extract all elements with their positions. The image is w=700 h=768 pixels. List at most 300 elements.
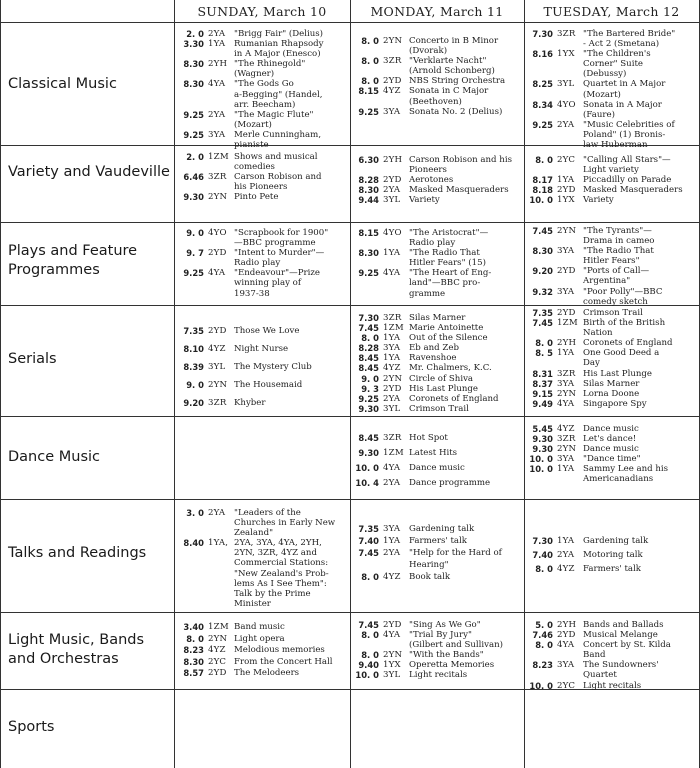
program-entry	[180, 59, 348, 79]
program-time: 8.30	[358, 185, 379, 196]
program-station: 2YD	[383, 620, 402, 630]
grid-line	[0, 222, 700, 223]
program-time: 9. 7	[186, 248, 204, 259]
program-station: 1YA	[383, 333, 401, 344]
program-station: 2YH	[208, 59, 228, 70]
program-time: 9.30	[183, 192, 204, 203]
program-title: Sammy Lee and his Americanadians	[583, 464, 669, 485]
program-entry	[355, 630, 522, 650]
schedule-cell	[355, 228, 522, 299]
program-title: "Brigg Fair" (Delius)	[234, 29, 324, 39]
program-station: 3YL	[383, 403, 401, 414]
program-time: 9. 0	[186, 228, 204, 238]
program-title: "Verklarte Nacht" (Arnold Schonberg)	[409, 56, 495, 77]
program-title: Piccadilly on Parade	[583, 175, 672, 186]
program-station: 2YN	[208, 633, 228, 644]
program-time: 6.30	[358, 155, 379, 165]
program-entry	[355, 446, 522, 461]
program-title: "Ports of Call— Argentina"	[583, 266, 650, 287]
program-station: 1YA	[557, 464, 575, 475]
program-station: 1ZM	[383, 323, 404, 334]
program-entry	[529, 226, 697, 246]
program-title: "The Magic Flute" (Mozart)	[234, 109, 314, 130]
program-entry	[180, 322, 348, 340]
program-title: Merle Cunningham, pianiste	[234, 129, 322, 151]
program-entry	[529, 49, 697, 79]
program-time: 10. 0	[355, 670, 379, 681]
program-title: Gardening talk	[409, 524, 475, 534]
program-station: 3ZR	[208, 398, 227, 408]
program-title: "Leaders of the Churches in Early New Zealand"	[234, 508, 336, 539]
schedule-cell	[355, 36, 522, 117]
program-time: 8.15	[358, 228, 379, 238]
program-station: 2YD	[208, 668, 227, 678]
program-time: 7.45	[358, 620, 379, 630]
category-label: Variety and Vaudeville	[8, 164, 170, 180]
schedule-cell	[529, 29, 697, 150]
program-station: 4YO	[557, 99, 576, 110]
program-time: 2. 0	[186, 29, 204, 39]
program-entry	[355, 461, 522, 476]
program-entry	[180, 39, 348, 59]
program-station: 2YA	[557, 550, 575, 560]
program-time: 2. 0	[186, 152, 204, 162]
program-entry	[355, 571, 522, 583]
program-title: Band music	[234, 622, 285, 632]
program-title: Operetta Memories	[409, 660, 495, 671]
program-time: 7.45	[358, 548, 379, 558]
program-entry	[355, 476, 522, 491]
program-title: "The Radio That Hitler Fears" (15)	[409, 248, 486, 269]
program-entry	[529, 464, 697, 484]
program-station: 4YZ	[383, 572, 401, 582]
program-entry	[529, 175, 697, 185]
program-station: 2YN	[383, 373, 403, 384]
program-entry	[180, 645, 348, 657]
program-title: The Melodeers	[234, 668, 300, 678]
program-time: 8. 5	[535, 348, 553, 359]
program-entry	[529, 454, 697, 464]
program-entry	[529, 434, 697, 444]
grid-line	[524, 0, 525, 768]
program-title: "Intent to Murder"— Radio play	[234, 248, 325, 269]
program-time: 8.34	[532, 99, 553, 110]
program-time: 8.45	[358, 353, 379, 364]
program-title: Mr. Chalmers, K.C.	[409, 363, 492, 374]
program-time: 9.30	[358, 448, 379, 458]
program-time: 8. 0	[535, 155, 553, 165]
program-title: Circle of Shiva	[409, 373, 474, 384]
program-entry	[180, 376, 348, 394]
program-title: Singapore Spy	[583, 398, 647, 409]
program-entry	[180, 152, 348, 172]
program-entry	[529, 29, 697, 49]
program-title: Bands and Ballads	[583, 620, 664, 630]
program-station: 3ZR	[557, 434, 576, 445]
schedule-cell	[529, 155, 697, 205]
program-entry	[355, 185, 522, 195]
category-label: Classical Music	[8, 76, 117, 92]
program-time: 7.35	[532, 308, 553, 318]
program-entry	[355, 363, 522, 373]
program-station: 4YA	[557, 398, 575, 409]
program-station: 4YA	[383, 268, 401, 279]
program-time: 9.44	[358, 195, 379, 206]
program-station: 2YD	[557, 266, 576, 277]
program-time: 8.25	[532, 79, 553, 90]
program-title: Farmers' talk	[409, 536, 467, 546]
program-title: Concerto in B Minor (Dvorak)	[409, 36, 499, 57]
program-entry	[355, 333, 522, 343]
program-title: "Trial By Jury" (Gilbert and Sullivan)	[409, 630, 504, 651]
program-time: 8.30	[183, 79, 204, 90]
program-entry	[529, 444, 697, 454]
program-station: 2YH	[557, 620, 577, 630]
program-title: "Scrapbook for 1900" —BBC programme	[234, 228, 329, 249]
program-title: "The Rhinegold" (Wagner)	[234, 59, 306, 80]
program-station: 3YA	[557, 286, 575, 297]
program-entry	[180, 172, 348, 192]
day-header-tuesday: TUESDAY, March 12	[543, 4, 680, 19]
program-station: 1YA	[557, 348, 575, 359]
program-entry	[180, 110, 348, 130]
program-title: Out of the Silence	[409, 333, 488, 344]
program-entry	[180, 268, 348, 298]
program-station: 4YZ	[557, 424, 575, 434]
program-time: 8. 0	[535, 338, 553, 349]
schedule-cell	[529, 620, 697, 691]
program-entry	[180, 657, 348, 669]
program-entry	[180, 508, 348, 538]
program-title: "The Heart of Eng- land"—BBC pro- gramme	[409, 268, 492, 299]
program-station: 3YA	[383, 106, 401, 117]
schedule-cell	[529, 226, 697, 307]
program-time: 9.49	[532, 398, 553, 409]
program-time: 9. 3	[361, 383, 379, 394]
program-entry	[529, 195, 697, 205]
program-entry	[180, 668, 348, 680]
program-time: 8.18	[532, 185, 553, 196]
program-time: 9.25	[358, 268, 379, 279]
program-station: 3ZR	[383, 313, 402, 323]
program-time: 7.35	[358, 524, 379, 534]
program-entry	[529, 79, 697, 99]
program-title: "With the Bands"	[409, 650, 484, 661]
program-station: 3YL	[557, 79, 575, 90]
program-station: 4YZ	[208, 645, 226, 655]
program-station: 2YN	[557, 444, 577, 455]
program-time: 9.40	[358, 660, 379, 671]
program-time: 9.20	[183, 398, 204, 408]
program-station: 1YA	[208, 39, 226, 50]
program-time: 8. 0	[361, 36, 379, 46]
schedule-cell	[180, 152, 348, 202]
program-title: Dance music	[583, 444, 639, 455]
program-title: Masked Masqueraders	[409, 185, 509, 196]
program-station: 2YN	[208, 380, 228, 390]
program-time: 3. 0	[186, 508, 204, 518]
program-entry	[355, 431, 522, 446]
program-time: 8. 0	[361, 572, 379, 582]
program-title: Lorna Doone	[583, 388, 640, 399]
program-title: From the Concert Hall	[234, 656, 333, 667]
category-label: Serials	[8, 351, 57, 367]
program-station: 3YA	[208, 129, 226, 140]
program-entry	[529, 640, 697, 660]
program-station: 4YZ	[383, 86, 401, 97]
program-station: 4YA	[383, 463, 401, 473]
program-title: The Mystery Club	[234, 362, 312, 372]
program-title: Latest Hits	[409, 448, 458, 458]
program-station: 2YD	[383, 383, 402, 394]
program-entry	[529, 379, 697, 389]
program-station: 2YC	[208, 656, 227, 667]
program-entry	[180, 228, 348, 248]
program-time: 9.25	[532, 119, 553, 130]
program-title: Light recitals	[409, 670, 468, 681]
schedule-cell	[180, 29, 348, 150]
program-title: Book talk	[409, 572, 451, 582]
program-time: 8.28	[358, 175, 379, 186]
program-station: 3YA	[557, 454, 575, 465]
program-station: 1YA	[557, 536, 575, 546]
program-time: 9.25	[183, 129, 204, 140]
program-station: 4YO	[383, 228, 402, 238]
program-time: 8.15	[358, 86, 379, 97]
program-title: Those We Love	[234, 326, 300, 336]
program-title: "The Radio That Hitler Fears"	[583, 246, 654, 267]
program-entry	[355, 394, 522, 404]
program-entry	[355, 670, 522, 680]
program-time: 8.30	[183, 656, 204, 667]
program-time: 10. 0	[529, 195, 553, 206]
program-title: Hot Spot	[409, 433, 448, 443]
program-entry	[180, 622, 348, 634]
program-station: 2YN	[557, 226, 577, 236]
program-station: 4YZ	[557, 564, 575, 574]
program-time: 9.30	[532, 444, 553, 455]
program-time: 7.40	[358, 536, 379, 546]
schedule-cell	[180, 508, 348, 609]
program-time: 9.20	[532, 266, 553, 277]
program-station: 1ZM	[383, 448, 404, 458]
program-entry	[180, 358, 348, 376]
program-station: 2YA	[383, 185, 401, 196]
program-station: 3YA	[557, 246, 575, 257]
program-station: 4YA	[208, 268, 226, 279]
program-entry	[529, 185, 697, 195]
program-title: Quartet in A Major (Mozart)	[583, 79, 666, 100]
program-station: 1YA	[383, 536, 401, 546]
program-station: 4YZ	[383, 363, 401, 374]
program-time: 10. 0	[529, 464, 553, 475]
program-time: 8.16	[532, 49, 553, 60]
program-station: 2YD	[208, 326, 227, 336]
program-entry	[529, 318, 697, 338]
program-time: 9.25	[183, 109, 204, 120]
program-title: Crimson Trail	[409, 403, 469, 414]
program-entry	[529, 246, 697, 266]
program-title: Coronets of England	[409, 393, 499, 404]
program-time: 8.28	[358, 343, 379, 354]
program-time: 6.46	[183, 172, 204, 183]
program-time: 7.45	[532, 226, 553, 236]
schedule-cell	[180, 322, 348, 412]
program-title: Let's dance!	[583, 434, 637, 445]
program-station: 4YA	[383, 630, 401, 641]
program-title: The Housemaid	[234, 380, 303, 390]
program-entry	[355, 374, 522, 384]
program-entry	[180, 192, 348, 202]
program-entry	[355, 323, 522, 333]
program-title: Carson Robison and his Pioneers	[234, 172, 322, 193]
day-header-monday: MONDAY, March 11	[370, 4, 504, 19]
program-entry	[180, 130, 348, 150]
program-time: 3.40	[183, 622, 204, 632]
program-title: "Dance time"	[583, 454, 641, 465]
program-entry	[355, 384, 522, 394]
program-title: Silas Marner	[409, 313, 466, 323]
program-entry	[355, 76, 522, 86]
program-title: Concert by St. Kilda Band	[583, 640, 671, 661]
program-entry	[355, 535, 522, 547]
program-time: 8. 0	[186, 633, 204, 644]
program-station: 3YA	[383, 343, 401, 354]
program-station: 4YO	[208, 228, 227, 238]
program-time: 8.17	[532, 175, 553, 186]
grid-line	[0, 499, 700, 500]
program-station: 2YD	[383, 76, 402, 87]
program-title: Motoring talk	[583, 550, 643, 560]
program-entry	[355, 343, 522, 353]
program-time: 8.40	[183, 538, 204, 549]
program-entry	[529, 338, 697, 348]
program-time: 8.45	[358, 433, 379, 443]
program-entry	[355, 523, 522, 535]
program-title: Carson Robison and his Pioneers	[409, 155, 512, 176]
program-title: Crimson Trail	[583, 308, 643, 318]
program-time: 8.30	[532, 246, 553, 257]
program-title: Pinto Pete	[234, 192, 279, 203]
program-time: 8. 0	[361, 76, 379, 87]
program-entry	[529, 389, 697, 399]
category-label: Dance Music	[8, 449, 100, 465]
program-station: 2YD	[557, 185, 576, 196]
program-station: 3YA	[383, 524, 401, 534]
program-station: 2YA	[208, 109, 226, 120]
program-time: 8. 0	[361, 56, 379, 67]
schedule-cell	[355, 313, 522, 414]
program-title: "The Gods Go a-Begging" (Handel, arr. Beecham)	[234, 79, 323, 110]
program-station: 1YA	[383, 353, 401, 364]
program-time: 5.45	[532, 424, 553, 434]
program-entry	[355, 107, 522, 117]
category-label: Plays and Feature Programmes	[8, 243, 138, 278]
program-title: Sonata in A Major (Faure)	[583, 99, 662, 120]
program-title: Light opera	[234, 633, 285, 644]
program-entry	[529, 562, 697, 576]
program-title: Variety	[583, 195, 614, 206]
program-entry	[355, 175, 522, 185]
schedule-cell	[529, 534, 697, 576]
program-station: 2YA	[383, 478, 401, 488]
program-station: 3ZR	[383, 433, 402, 443]
program-title: Farmers' talk	[583, 564, 641, 574]
program-time: 5. 0	[535, 620, 553, 630]
program-station: 3YL	[208, 362, 226, 372]
program-station: 2YD	[557, 630, 576, 641]
program-station: 2YD	[557, 308, 576, 318]
program-entry	[529, 155, 697, 175]
grid-line	[0, 612, 700, 613]
program-station: 3YL	[383, 195, 401, 206]
program-station: 3ZR	[557, 368, 576, 379]
program-title: "The Aristocrat"— Radio play	[409, 228, 489, 249]
program-time: 8.57	[183, 668, 204, 678]
program-title: Dance music	[409, 463, 465, 473]
program-title: "Music Celebrities of Poland" (1) Bronis- law Huberman	[583, 119, 675, 151]
program-title: 2YA, 3YA, 4YA, 2YH, 2YN, 3ZR, 4YZ and Commercial Stations: "New Zealand's Prob- lems As I See Them": Talk by the Prime Minister	[234, 538, 329, 609]
program-title: Dance music	[583, 424, 639, 434]
program-station: 3ZR	[557, 29, 576, 39]
program-title: "The Bartered Bride" - Act 2 (Smetana)	[583, 29, 676, 50]
program-time: 7.30	[532, 29, 553, 39]
program-time: 8.23	[183, 645, 204, 655]
program-entry	[180, 538, 348, 609]
program-entry	[529, 681, 697, 691]
program-entry	[529, 348, 697, 368]
grid-line	[0, 22, 700, 23]
program-station: 2YA	[383, 548, 401, 558]
program-title: Masked Masqueraders	[583, 185, 683, 196]
program-station: 2YN	[383, 36, 403, 46]
program-title: "Help for the Hard of Hearing"	[409, 548, 502, 570]
program-entry	[355, 620, 522, 630]
schedule-cell	[355, 155, 522, 205]
program-title: The Sundowners' Quartet	[583, 660, 659, 681]
program-time: 9.30	[358, 403, 379, 414]
program-time: 8. 0	[535, 564, 553, 574]
program-time: 7.40	[532, 550, 553, 560]
schedule-cell	[355, 523, 522, 583]
program-entry	[529, 399, 697, 409]
program-time: 8. 0	[361, 630, 379, 641]
program-station: 1YA	[557, 175, 575, 186]
program-time: 7.45	[358, 323, 379, 334]
program-station: 2YC	[557, 680, 576, 691]
program-time: 8.37	[532, 378, 553, 389]
program-entry	[355, 248, 522, 268]
program-station: 2YN	[208, 192, 228, 203]
program-title: "Calling All Stars"— Light variety	[583, 155, 671, 176]
program-time: 10. 0	[529, 680, 553, 691]
program-title: One Good Deed a Day	[583, 348, 660, 369]
program-station: 2YA	[208, 29, 226, 39]
program-title: Night Nurse	[234, 344, 289, 354]
program-title: Marie Antoinette	[409, 323, 484, 334]
program-time: 7.46	[532, 630, 553, 641]
program-entry	[180, 29, 348, 39]
program-title: Dance programme	[409, 478, 491, 488]
program-time: 9.15	[532, 388, 553, 399]
grid-line	[174, 0, 175, 768]
program-station: 2YH	[557, 338, 577, 349]
program-title: Silas Marner	[583, 378, 640, 389]
program-time: 9.30	[532, 434, 553, 445]
schedule-cell	[355, 620, 522, 681]
program-title: NBS String Orchestra	[409, 76, 506, 87]
program-time: 8.39	[183, 362, 204, 372]
